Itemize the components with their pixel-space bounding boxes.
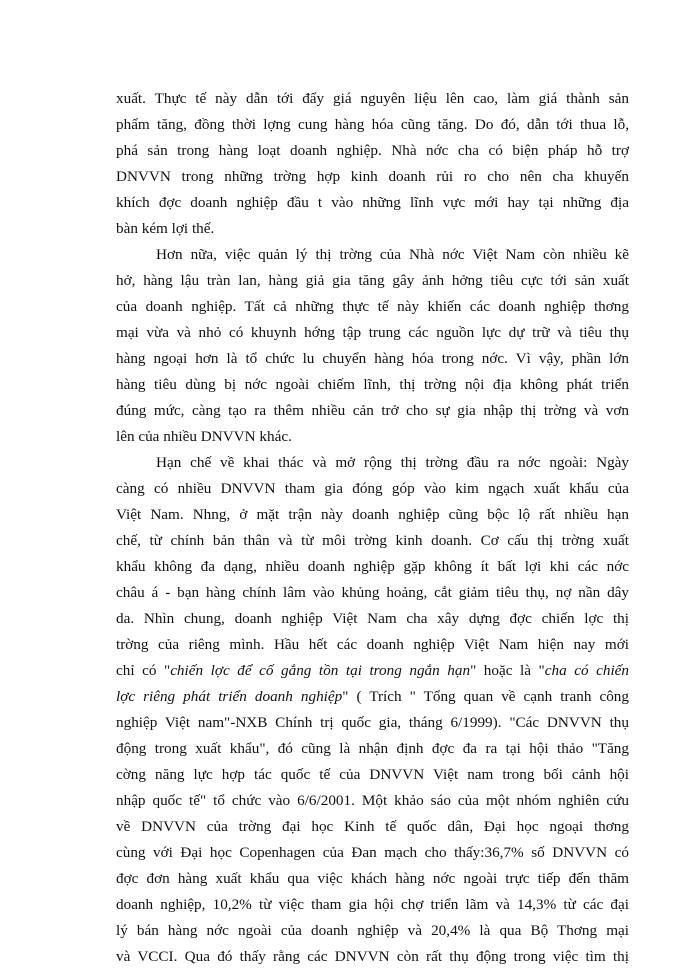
text-line: khẩu không đa dạng, nhiều doanh nghiệp gặp không ít bất lợi khi các nớc <box>116 558 629 575</box>
text-line: xuất. Thực tế này dẫn tới đẩy giá nguyên liệu lên cao, làm giá thành sản <box>116 90 629 107</box>
italic-quote: chiến lợc để cố gắng tồn tại trong ngắn hạn <box>170 662 471 679</box>
text-line: khích đợc doanh nghiệp đầu t vào những lĩnh vực mới hay tại những địa <box>116 194 629 211</box>
text-line: phẩm tăng, đồng thời lợng cung hàng hóa cũng tăng. Do đó, dẫn tới thua lỗ, <box>116 116 629 133</box>
text-line: nhập quốc tế" tổ chức vào 6/6/2001. Một khảo sáo của một nhóm nghiên cứu <box>116 792 629 809</box>
text-line: hàng ngoại hơn là tổ chức lu chuyển hàng hóa trong nớc. Vì vậy, phần lớn <box>116 350 629 367</box>
text-line: phá sản trong hàng loạt doanh nghiệp. Nhà nớc cha có biện pháp hỗ trợ <box>116 142 629 159</box>
text-line: Hơn nữa, việc quản lý thị trờng của Nhà nớc Việt Nam còn nhiều kẽ <box>156 246 629 263</box>
text-line: Việt Nam. Nhng, ở mặt trận này doanh nghiệp cũng bộc lộ rất nhiều hạn <box>116 506 629 523</box>
text-line: trờng của riêng mình. Hầu hết các doanh nghiệp Việt Nam hiện nay mới <box>116 636 629 653</box>
text-line: nghiệp Việt nam"-NXB Chính trị quốc gia, tháng 6/1999). "Các DNVVN thụ <box>116 714 629 731</box>
text-line: DNVVN trong những trờng hợp kinh doanh rủi ro cho nên cha khuyến <box>116 168 629 185</box>
paragraph-2 <box>116 242 629 450</box>
text-run: " ( Trích " Tổng quan về cạnh tranh công <box>342 688 629 705</box>
text-line: càng có nhiều DNVVN tham gia đóng góp vào kim ngạch xuất khẩu của <box>116 480 629 497</box>
text-run: chỉ có " <box>116 662 171 679</box>
text-line: bàn kém lợi thế. <box>116 220 215 237</box>
text-line: chế, từ chính bản thân và từ môi trờng kinh doanh. Cơ cấu thị trờng xuất <box>116 532 629 549</box>
text-line: đợc đơn hàng xuất khẩu qua việc khách hàng nớc ngoài trực tiếp đến thăm <box>116 870 629 887</box>
text-line: da. Nhìn chung, doanh nghiệp Việt Nam cha xây dựng đợc chiến lợc thị <box>116 610 629 627</box>
document-page <box>116 86 629 970</box>
paragraph-1 <box>116 86 629 242</box>
text-line: cờng năng lực hợp tác quốc tế của DNVVN Việt nam trong bối cảnh hội <box>116 766 629 783</box>
text-line: đúng mức, càng tạo ra thêm nhiều cản trở cho sự gia nhập thị trờng và vơn <box>116 402 629 419</box>
text-line-mixed <box>116 684 629 710</box>
text-line: châu á - bạn hàng chính lâm vào khủng hoảng, cắt giảm tiêu thụ, nợ nần dây <box>116 584 629 601</box>
text-line: lý bán hàng nớc ngoài của doanh nghiệp và 20,4% là qua Bộ Thơng mại <box>116 922 629 939</box>
italic-quote: lợc riêng phát triển doanh nghiệp <box>116 688 343 705</box>
text-line: và VCCI. Qua đó thấy rằng các DNVVN còn rất thụ động trong việc tìm thị <box>116 948 629 965</box>
text-line: doanh nghiệp, 10,2% từ việc tham gia hội chợ triển lãm và 14,3% từ các đại <box>116 896 629 913</box>
text-line: lên của nhiều DNVVN khác. <box>116 428 292 445</box>
text-line: hở, hàng lậu tràn lan, hàng giả gia tăng gây ảnh hởng tiêu cực tới sản xuất <box>116 272 629 289</box>
text-line: hàng tiêu dùng bị nớc ngoài chiếm lĩnh, thị trờng nội địa không phát triển <box>116 376 629 393</box>
text-line: Hạn chế về khai thác và mở rộng thị trờng đầu ra nớc ngoài: Ngày <box>156 454 629 471</box>
paragraph-3 <box>116 450 629 970</box>
text-line: về DNVVN của trờng đại học Kinh tế quốc dân, Đại học ngoại thơng <box>116 818 629 835</box>
text-line: cùng với Đại học Copenhagen của Đan mạch cho thấy:36,7% số DNVVN có <box>116 844 629 861</box>
text-line: mại vừa và nhỏ có khuynh hớng tập trung các nguồn lực dự trữ và tiêu thụ <box>116 324 629 341</box>
text-line-mixed <box>116 658 629 684</box>
text-line: của doanh nghiệp. Tất cả những thực tế này khiến các doanh nghiệp thơng <box>116 298 629 315</box>
italic-quote: cha có chiến <box>544 662 629 679</box>
text-run: " hoặc là " <box>470 662 545 679</box>
text-line: động trong xuất khẩu", đó cũng là nhận định đợc đa ra tại hội thảo "Tăng <box>116 740 629 757</box>
